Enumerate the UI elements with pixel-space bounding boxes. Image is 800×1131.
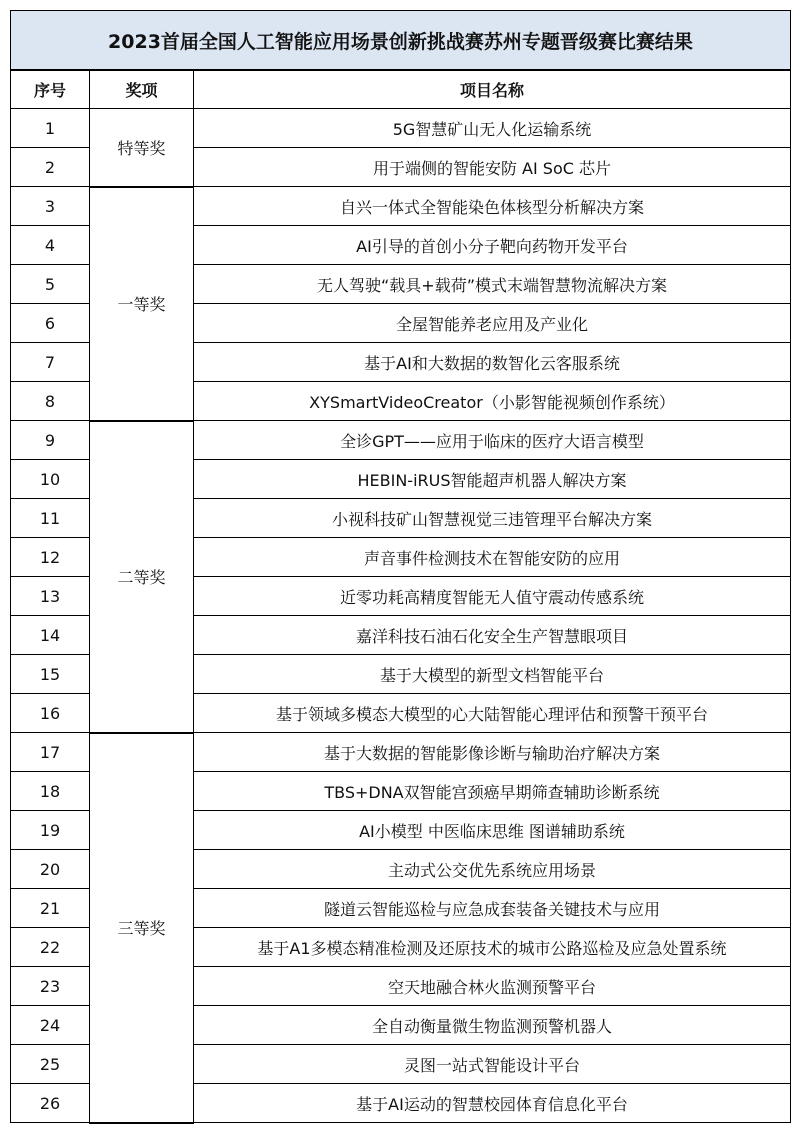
row-index: 2 (11, 148, 90, 187)
row-index: 5 (11, 265, 90, 304)
award-cell: 特等奖 (90, 109, 194, 187)
project-name: 近零功耗高精度智能无人值守震动传感系统 (194, 577, 791, 616)
row-index: 22 (11, 928, 90, 967)
column-header-award: 奖项 (90, 70, 194, 109)
row-index: 14 (11, 616, 90, 655)
project-name: 基于AI运动的智慧校园体育信息化平台 (194, 1084, 791, 1123)
project-name: 隧道云智能巡检与应急成套装备关键技术与应用 (194, 889, 791, 928)
row-index: 26 (11, 1084, 90, 1123)
row-index: 11 (11, 499, 90, 538)
project-name: HEBIN-iRUS智能超声机器人解决方案 (194, 460, 791, 499)
table-row (11, 187, 791, 226)
row-index: 20 (11, 850, 90, 889)
row-index: 21 (11, 889, 90, 928)
row-index: 24 (11, 1006, 90, 1045)
project-name: 小视科技矿山智慧视觉三违管理平台解决方案 (194, 499, 791, 538)
row-index: 17 (11, 733, 90, 772)
row-index: 8 (11, 382, 90, 421)
project-name: 全屋智能养老应用及产业化 (194, 304, 791, 343)
project-name: 无人驾驶“载具+载荷”模式末端智慧物流解决方案 (194, 265, 791, 304)
row-index: 18 (11, 772, 90, 811)
column-header-project: 项目名称 (194, 70, 791, 109)
row-index: 6 (11, 304, 90, 343)
table-row (11, 733, 791, 772)
header-row (11, 70, 791, 109)
project-name: 5G智慧矿山无人化运输系统 (194, 109, 791, 148)
row-index: 25 (11, 1045, 90, 1084)
row-index: 3 (11, 187, 90, 226)
row-index: 16 (11, 694, 90, 733)
project-name: 自兴一体式全智能染色体核型分析解决方案 (194, 187, 791, 226)
row-index: 7 (11, 343, 90, 382)
project-name: 基于大模型的新型文档智能平台 (194, 655, 791, 694)
row-index: 13 (11, 577, 90, 616)
title-row (11, 11, 791, 71)
project-name: 主动式公交优先系统应用场景 (194, 850, 791, 889)
row-index: 23 (11, 967, 90, 1006)
award-cell: 一等奖 (90, 187, 194, 421)
project-name: 全自动衡量微生物监测预警机器人 (194, 1006, 791, 1045)
row-index: 12 (11, 538, 90, 577)
project-name: 用于端侧的智能安防 AI SoC 芯片 (194, 148, 791, 187)
row-index: 9 (11, 421, 90, 460)
project-name: 基于领域多模态大模型的心大陆智能心理评估和预警干预平台 (194, 694, 791, 733)
row-index: 4 (11, 226, 90, 265)
project-name: 基于AI和大数据的数智化云客服系统 (194, 343, 791, 382)
project-name: 嘉洋科技石油石化安全生产智慧眼项目 (194, 616, 791, 655)
page-title: 2023首届全国人工智能应用场景创新挑战赛苏州专题晋级赛比赛结果 (11, 11, 791, 71)
project-name: 空天地融合林火监测预警平台 (194, 967, 791, 1006)
project-name: 灵图一站式智能设计平台 (194, 1045, 791, 1084)
project-name: 全诊GPT——应用于临床的医疗大语言模型 (194, 421, 791, 460)
project-name: 基于A1多模态精准检测及还原技术的城市公路巡检及应急处置系统 (194, 928, 791, 967)
project-name: 声音事件检测技术在智能安防的应用 (194, 538, 791, 577)
project-name: AI引导的首创小分子靶向药物开发平台 (194, 226, 791, 265)
project-name: XYSmartVideoCreator（小影智能视频创作系统） (194, 382, 791, 421)
award-cell: 三等奖 (90, 733, 194, 1123)
row-index: 1 (11, 109, 90, 148)
row-index: 10 (11, 460, 90, 499)
project-name: AI小模型 中医临床思维 图谱辅助系统 (194, 811, 791, 850)
table-row (11, 109, 791, 148)
column-header-index: 序号 (11, 70, 90, 109)
results-table (10, 10, 791, 1124)
project-name: 基于大数据的智能影像诊断与输助治疗解决方案 (194, 733, 791, 772)
row-index: 19 (11, 811, 90, 850)
award-cell: 二等奖 (90, 421, 194, 733)
project-name: TBS+DNA双智能宫颈癌早期筛查辅助诊断系统 (194, 772, 791, 811)
table-row (11, 421, 791, 460)
row-index: 15 (11, 655, 90, 694)
table-body (11, 109, 791, 1123)
